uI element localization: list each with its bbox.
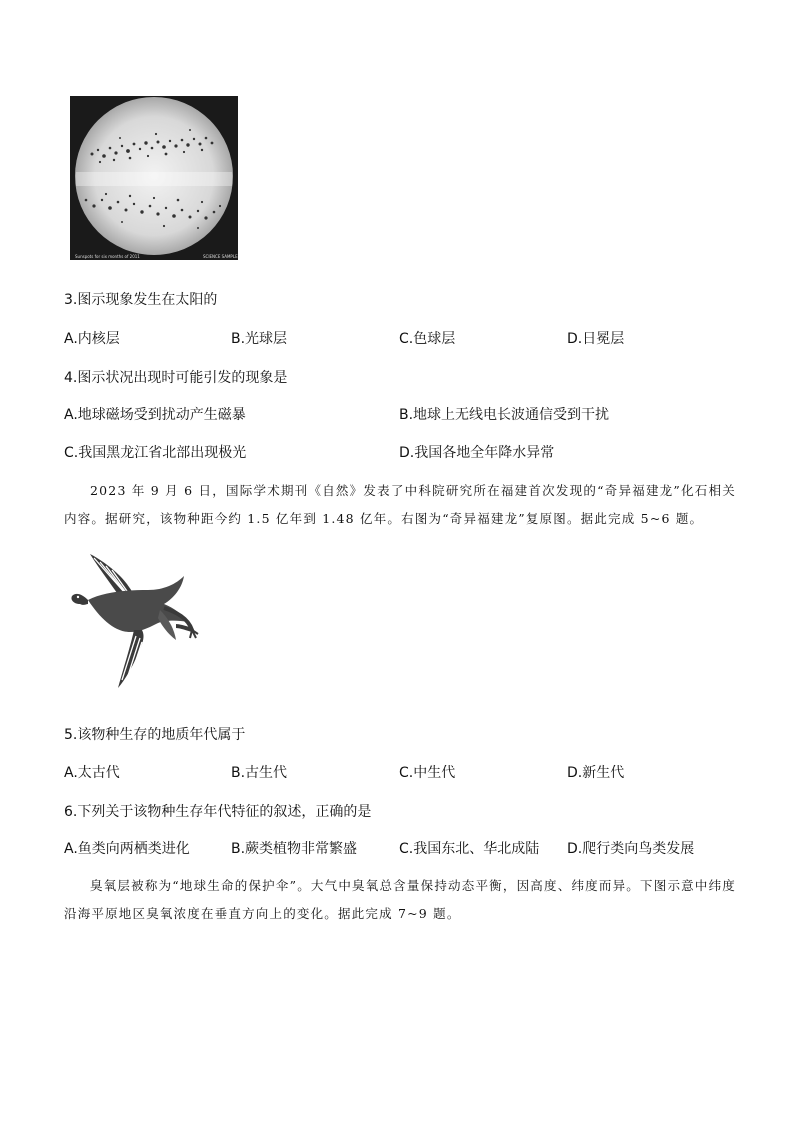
- sun-disk-drawing: [70, 96, 238, 260]
- passage-ozone: 臭氧层被称为“地球生命的保护伞”。大气中臭氧总含量保持动态平衡，因高度、纬度而异。下图示意中纬度沿海平原地区臭氧浓度在垂直方向上的变化。据此完成 7~9 题。: [64, 878, 736, 921]
- q4-option-c: C.我国黑龙江省北部出现极光: [64, 445, 247, 461]
- q3-option-d: D.日冕层: [567, 331, 625, 347]
- fujianvenator-figure: [64, 548, 204, 700]
- dinosaur-drawing: [64, 548, 204, 700]
- q3-option-c: C.色球层: [399, 331, 456, 347]
- q5-option-c: C.中生代: [399, 765, 456, 781]
- q6-option-c: C.我国东北、华北成陆: [399, 841, 540, 857]
- question-4-stem: 4.图示状况出现时可能引发的现象是: [64, 370, 288, 386]
- sunspot-figure: [70, 96, 238, 260]
- q3-option-a: A.内核层: [64, 331, 120, 347]
- q5-option-a: A.太古代: [64, 765, 120, 781]
- q4-option-a: A.地球磁场受到扰动产生磁暴: [64, 407, 246, 423]
- figure-caption-right: SCIENCE SAMPLE: [203, 254, 238, 259]
- figure-caption-left: Sunspots for six months of 2011: [75, 254, 140, 259]
- question-3-stem: 3.图示现象发生在太阳的: [64, 292, 218, 308]
- q6-option-d: D.爬行类向鸟类发展: [567, 841, 695, 857]
- question-5-stem: 5.该物种生存的地质年代属于: [64, 727, 246, 743]
- q4-option-d: D.我国各地全年降水异常: [399, 445, 555, 461]
- passage-fujian-dragon: 2023 年 9 月 6 日，国际学术期刊《自然》发表了中科院研究所在福建首次发现的“奇异福建龙”化石相关内容。据研究，该物种距今约 1.5 亿年到 1.48 亿年。右图为“奇异福建龙”复原图。据此完成 5~6 题。: [64, 483, 736, 526]
- question-6-stem: 6.下列关于该物种生存年代特征的叙述，正确的是: [64, 804, 372, 820]
- q5-option-d: D.新生代: [567, 765, 625, 781]
- q4-option-b: B.地球上无线电长波通信受到干扰: [399, 407, 610, 423]
- q6-option-b: B.蕨类植物非常繁盛: [231, 841, 358, 857]
- q5-option-b: B.古生代: [231, 765, 288, 781]
- q6-option-a: A.鱼类向两栖类进化: [64, 841, 190, 857]
- q3-option-b: B.光球层: [231, 331, 288, 347]
